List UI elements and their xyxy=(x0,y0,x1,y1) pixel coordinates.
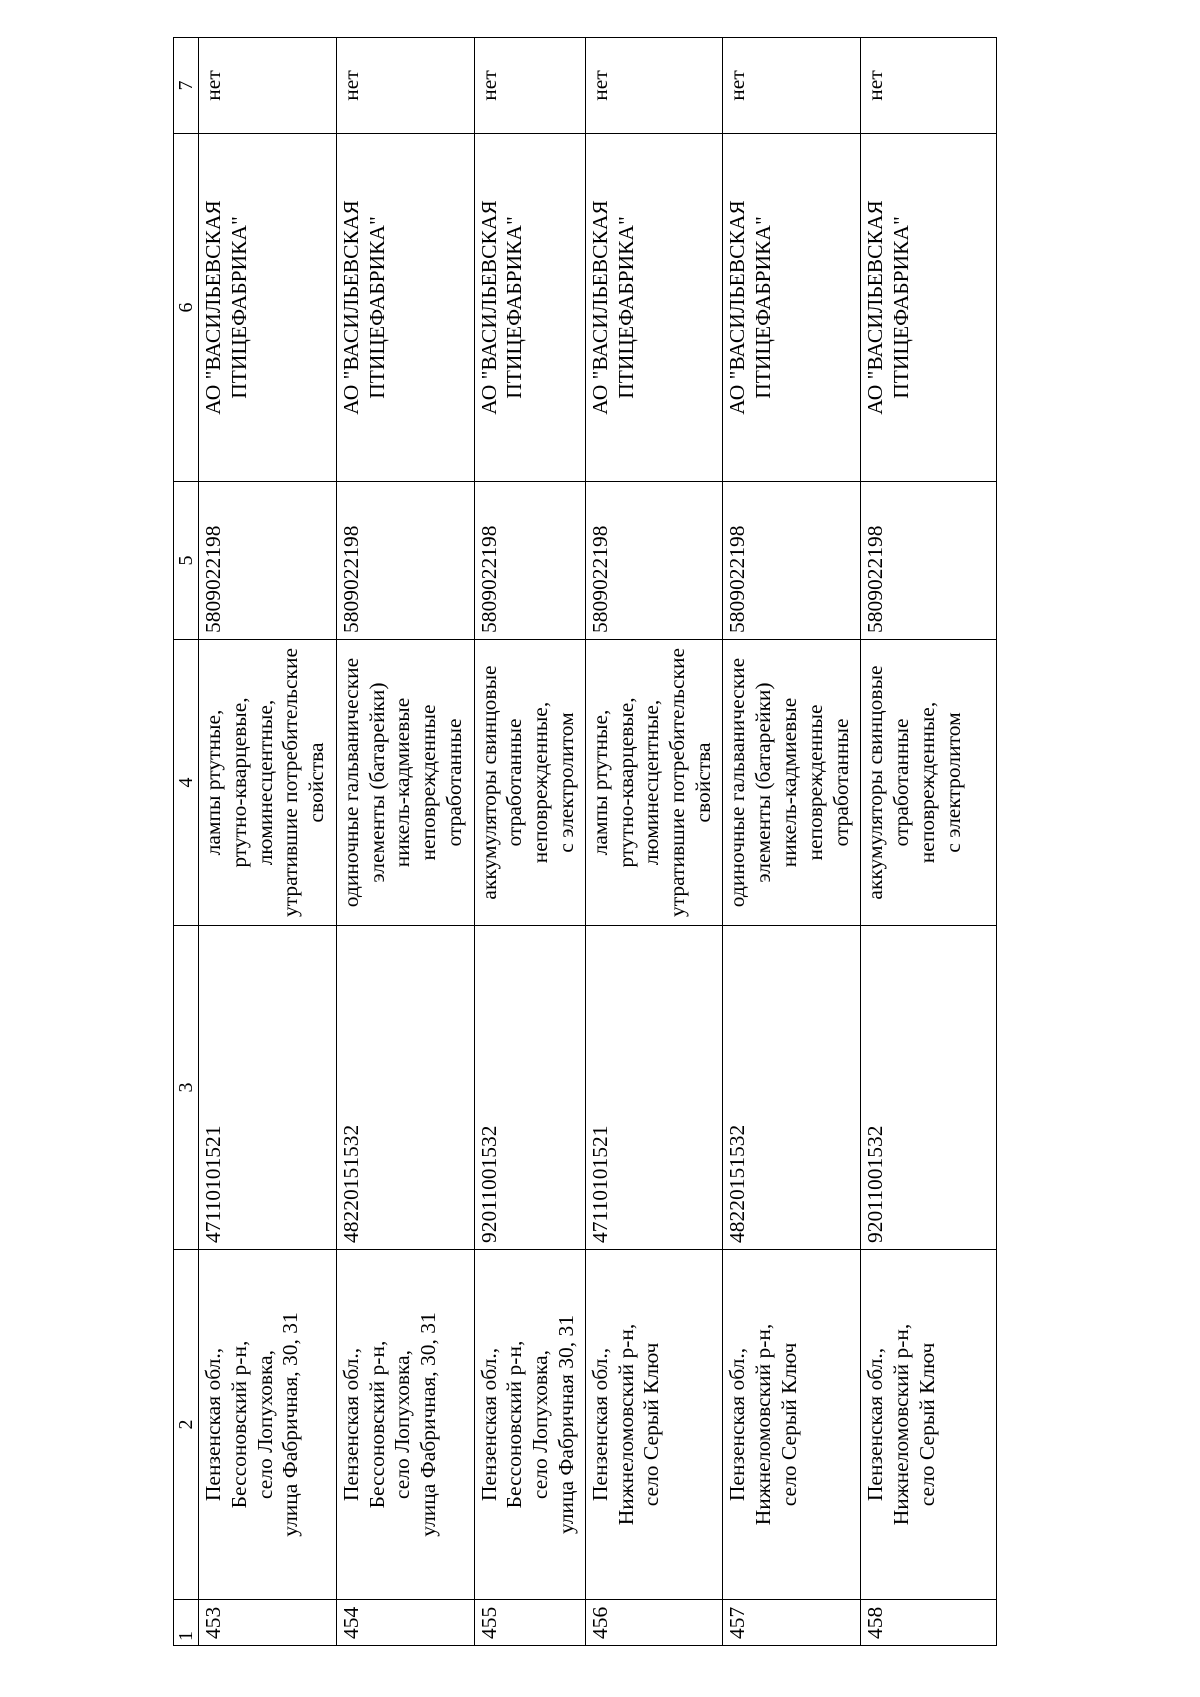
waste-description-line: лампы ртутные, xyxy=(587,709,612,856)
organization-cell xyxy=(585,134,723,482)
table-row xyxy=(723,38,861,1646)
waste-description-cell xyxy=(723,640,861,926)
column-header: 3 xyxy=(174,926,199,1250)
column-header: 1 xyxy=(174,1600,199,1646)
address-line: улица Фабричная, 30, 31 xyxy=(278,1312,303,1537)
address-line: Нижнеломовский р-н, xyxy=(889,1323,914,1526)
column-header: 4 xyxy=(174,640,199,926)
organization-line: ПТИЦЕФАБРИКА" xyxy=(889,216,914,399)
address-cell xyxy=(861,1250,997,1600)
table-row xyxy=(474,38,585,1646)
organization-cell xyxy=(199,134,337,482)
organization-line: АО "ВАСИЛЬЕВСКАЯ xyxy=(725,200,750,415)
organization-line: АО "ВАСИЛЬЕВСКАЯ xyxy=(338,200,363,415)
rotated-table-frame xyxy=(173,38,997,1646)
waste-description-cell xyxy=(861,640,997,926)
address-line: Пензенская обл., xyxy=(587,1347,612,1502)
column-header: 6 xyxy=(174,134,199,482)
waste-code-cell: 92011001532 xyxy=(861,926,997,1250)
row-number-cell: 458 xyxy=(861,1600,997,1646)
waste-code-cell: 92011001532 xyxy=(474,926,585,1250)
waste-description-line: свойства xyxy=(304,742,329,823)
table-row xyxy=(585,38,723,1646)
waste-description-line: неповрежденные, xyxy=(914,701,939,864)
waste-code-cell: 48220151532 xyxy=(336,926,474,1250)
organization-line: АО "ВАСИЛЬЕВСКАЯ xyxy=(587,200,612,415)
flag-cell: нет xyxy=(585,38,723,134)
address-line: Пензенская обл., xyxy=(338,1347,363,1502)
address-line: село Серый Ключ xyxy=(777,1342,802,1507)
address-cell xyxy=(474,1250,585,1600)
waste-description-line: неповрежденные xyxy=(416,704,441,861)
waste-description-line: отработанные xyxy=(502,718,527,847)
inn-cell: 5809022198 xyxy=(474,482,585,640)
waste-description-line: утратившие потребительские xyxy=(665,647,690,918)
waste-description-line: люминесцентные, xyxy=(252,699,277,866)
flag-cell: нет xyxy=(723,38,861,134)
address-line: село Лопуховка, xyxy=(252,1349,277,1500)
organization-line: АО "ВАСИЛЬЕВСКАЯ xyxy=(476,200,501,415)
flag-cell: нет xyxy=(861,38,997,134)
address-line: улица Фабричная 30, 31 xyxy=(553,1314,578,1535)
organization-line: АО "ВАСИЛЬЕВСКАЯ xyxy=(863,200,888,415)
organization-line: ПТИЦЕФАБРИКА" xyxy=(751,216,776,399)
waste-description-line: с электролитом xyxy=(940,712,965,853)
flag-cell: нет xyxy=(199,38,337,134)
organization-line: ПТИЦЕФАБРИКА" xyxy=(613,216,638,399)
organization-cell xyxy=(336,134,474,482)
address-line: Нижнеломовский р-н, xyxy=(751,1323,776,1526)
waste-code-cell: 47110101521 xyxy=(199,926,337,1250)
address-cell xyxy=(199,1250,337,1600)
waste-registry-table xyxy=(173,37,997,1646)
flag-cell: нет xyxy=(474,38,585,134)
address-line: село Лопуховка, xyxy=(528,1349,553,1500)
table-row xyxy=(199,38,337,1646)
waste-description-line: с электролитом xyxy=(553,712,578,853)
address-line: село Серый Ключ xyxy=(639,1342,664,1507)
organization-cell xyxy=(861,134,997,482)
waste-description-line: никель-кадмиевые xyxy=(777,697,802,868)
organization-line: ПТИЦЕФАБРИКА" xyxy=(502,216,527,399)
address-line: Бессоновский р-н, xyxy=(226,1340,251,1509)
organization-line: ПТИЦЕФАБРИКА" xyxy=(364,216,389,399)
waste-description-line: одиночные гальванические xyxy=(725,657,750,908)
waste-description-cell xyxy=(199,640,337,926)
row-number-cell: 456 xyxy=(585,1600,723,1646)
row-number-cell: 455 xyxy=(474,1600,585,1646)
address-line: село Серый Ключ xyxy=(914,1342,939,1507)
waste-description-line: отработанные xyxy=(441,718,466,847)
waste-description-line: аккумуляторы свинцовые xyxy=(863,665,888,900)
waste-description-line: элементы (батарейки) xyxy=(364,682,389,883)
table-row xyxy=(861,38,997,1646)
waste-description-line: ртутно-кварцевые, xyxy=(613,697,638,868)
row-number-cell: 453 xyxy=(199,1600,337,1646)
address-line: Нижнеломовский р-н, xyxy=(613,1323,638,1526)
address-line: Бессоновский р-н, xyxy=(502,1340,527,1509)
address-line: село Лопуховка, xyxy=(390,1349,415,1500)
address-cell xyxy=(585,1250,723,1600)
address-cell xyxy=(723,1250,861,1600)
organization-line: ПТИЦЕФАБРИКА" xyxy=(226,216,251,399)
waste-description-line: никель-кадмиевые xyxy=(390,697,415,868)
row-number-cell: 454 xyxy=(336,1600,474,1646)
column-header: 7 xyxy=(174,38,199,134)
inn-cell: 5809022198 xyxy=(585,482,723,640)
address-line: Пензенская обл., xyxy=(863,1347,888,1502)
waste-description-line: одиночные гальванические xyxy=(338,657,363,908)
address-line: улица Фабричная, 30, 31 xyxy=(416,1312,441,1537)
inn-cell: 5809022198 xyxy=(199,482,337,640)
inn-cell: 5809022198 xyxy=(723,482,861,640)
row-number-cell: 457 xyxy=(723,1600,861,1646)
inn-cell: 5809022198 xyxy=(861,482,997,640)
waste-code-cell: 48220151532 xyxy=(723,926,861,1250)
waste-description-line: свойства xyxy=(690,742,715,823)
table-body xyxy=(199,38,997,1646)
address-cell xyxy=(336,1250,474,1600)
waste-description-line: утратившие потребительские xyxy=(278,647,303,918)
column-header: 2 xyxy=(174,1250,199,1600)
waste-description-line: аккумуляторы свинцовые xyxy=(476,665,501,900)
waste-description-line: неповрежденные xyxy=(802,704,827,861)
address-line: Пензенская обл., xyxy=(725,1347,750,1502)
waste-description-cell xyxy=(474,640,585,926)
waste-description-line: отработанные xyxy=(828,718,853,847)
organization-cell xyxy=(474,134,585,482)
address-line: Пензенская обл., xyxy=(476,1347,501,1502)
waste-description-line: элементы (батарейки) xyxy=(751,682,776,883)
organization-line: АО "ВАСИЛЬЕВСКАЯ xyxy=(201,200,225,415)
column-header: 5 xyxy=(174,482,199,640)
organization-cell xyxy=(723,134,861,482)
waste-code-cell: 47110101521 xyxy=(585,926,723,1250)
address-line: Бессоновский р-н, xyxy=(364,1340,389,1509)
header-row xyxy=(174,38,199,1646)
flag-cell: нет xyxy=(336,38,474,134)
inn-cell: 5809022198 xyxy=(336,482,474,640)
waste-description-line: люминесцентные, xyxy=(639,699,664,866)
waste-description-cell xyxy=(585,640,723,926)
waste-description-line: неповрежденные, xyxy=(528,701,553,864)
waste-description-line: отработанные xyxy=(889,718,914,847)
table-row xyxy=(336,38,474,1646)
waste-description-line: лампы ртутные, xyxy=(201,709,225,856)
waste-description-line: ртутно-кварцевые, xyxy=(226,697,251,868)
address-line: Пензенская обл., xyxy=(201,1347,225,1502)
waste-description-cell xyxy=(336,640,474,926)
